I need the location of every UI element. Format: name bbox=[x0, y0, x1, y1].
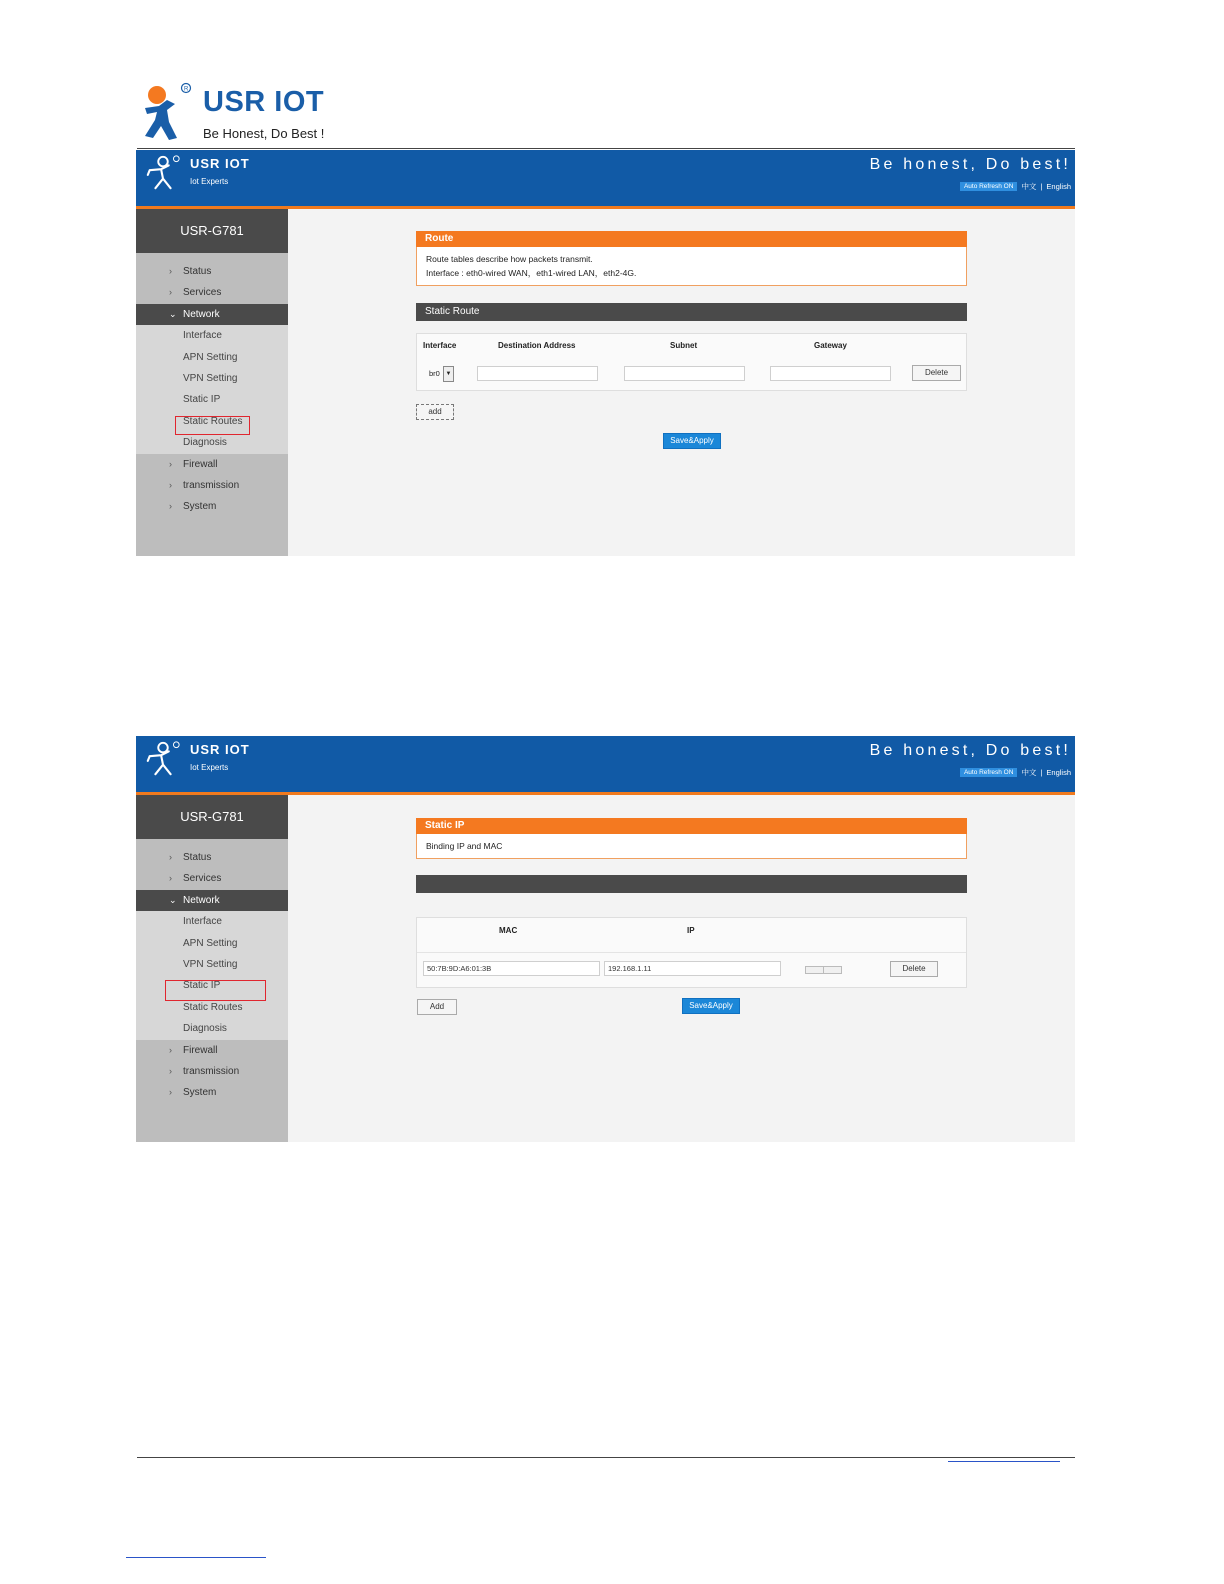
device-title: USR-G781 bbox=[136, 795, 288, 839]
chevron-right-icon: › bbox=[169, 873, 172, 884]
sidebar-item-network[interactable] bbox=[136, 304, 288, 325]
top-header bbox=[136, 736, 1075, 795]
sidebar-item-services[interactable] bbox=[136, 282, 288, 303]
header-brand: USR IOT bbox=[190, 156, 250, 171]
sidebar-item-label: Diagnosis bbox=[183, 1023, 227, 1035]
col-ip: IP bbox=[687, 926, 695, 935]
toggle-divider bbox=[823, 967, 824, 973]
sidebar-item-network[interactable] bbox=[136, 890, 288, 911]
highlight-static-routes bbox=[175, 416, 250, 435]
chevron-down-icon: ⌄ bbox=[169, 308, 177, 319]
chevron-right-icon: › bbox=[169, 266, 172, 276]
chevron-right-icon: › bbox=[169, 1044, 172, 1055]
device-title: USR-G781 bbox=[136, 209, 288, 253]
header-links bbox=[960, 767, 1071, 778]
delete-route-button[interactable]: Delete bbox=[912, 365, 961, 381]
sidebar-item-label: Static Routes bbox=[183, 415, 243, 427]
sidebar-item-label: APN Setting bbox=[183, 351, 238, 363]
auto-refresh-toggle[interactable]: Auto Refresh ON bbox=[960, 182, 1018, 191]
lang-chinese-link[interactable]: 中文 bbox=[1021, 182, 1037, 191]
staticip-table bbox=[416, 917, 967, 988]
chevron-right-icon: › bbox=[169, 458, 172, 469]
sidebar-item-label: Services bbox=[183, 873, 222, 885]
route-screenshot bbox=[136, 150, 1075, 556]
sidebar-item-label: Static IP bbox=[183, 980, 221, 992]
sidebar-item-interface[interactable] bbox=[136, 325, 288, 346]
route-info-panel bbox=[416, 231, 967, 286]
lang-english-link[interactable]: English bbox=[1046, 768, 1071, 777]
sidebar-item-apn-setting[interactable] bbox=[136, 347, 288, 368]
main-content bbox=[288, 209, 1075, 556]
doc-bottom-rule bbox=[137, 1457, 1075, 1458]
staticip-section-bar bbox=[416, 875, 967, 893]
header-slogan: Be honest, Do best! bbox=[869, 156, 1071, 173]
sidebar-item-label: Static Routes bbox=[183, 1001, 243, 1013]
delete-binding-button[interactable]: Delete bbox=[890, 961, 938, 977]
sidebar-item-vpn-setting[interactable] bbox=[136, 954, 288, 975]
highlight-static-ip bbox=[165, 980, 266, 1001]
sidebar-item-label: Status bbox=[183, 852, 212, 863]
table-divider bbox=[417, 952, 966, 953]
sidebar-item-label: Interface bbox=[183, 916, 222, 928]
chevron-right-icon: › bbox=[169, 852, 172, 862]
sidebar-menu bbox=[136, 839, 288, 1104]
col-interface: Interface bbox=[423, 341, 457, 350]
sidebar-item-label: Status bbox=[183, 266, 212, 277]
sidebar-item-transmission[interactable] bbox=[136, 1061, 288, 1082]
col-destination: Destination Address bbox=[498, 341, 576, 350]
sidebar-item-label: System bbox=[183, 501, 217, 513]
footer-link-underline-left[interactable] bbox=[126, 1557, 266, 1558]
sidebar-item-label: VPN Setting bbox=[183, 372, 238, 384]
chevron-right-icon: › bbox=[169, 479, 172, 490]
route-desc-line1: Route tables describe how packets transmit. bbox=[426, 254, 593, 264]
static-route-section-title: Static Route bbox=[416, 303, 967, 321]
sidebar-item-label: Static IP bbox=[183, 394, 221, 406]
sidebar-item-apn-setting[interactable] bbox=[136, 933, 288, 954]
sidebar bbox=[136, 209, 288, 556]
sidebar-menu bbox=[136, 253, 288, 518]
chevron-down-icon: ⌄ bbox=[169, 894, 177, 905]
sidebar-item-status[interactable] bbox=[136, 261, 288, 282]
sidebar-item-status[interactable] bbox=[136, 847, 288, 868]
staticip-desc-line1: Binding IP and MAC bbox=[426, 841, 503, 851]
destination-input[interactable] bbox=[477, 366, 598, 381]
lang-english-link[interactable]: English bbox=[1046, 182, 1071, 191]
sidebar-item-label: System bbox=[183, 1087, 217, 1099]
svg-text:R: R bbox=[184, 86, 189, 93]
interface-select-value: br0 bbox=[429, 369, 440, 378]
sidebar-item-diagnosis[interactable] bbox=[136, 432, 288, 453]
dropdown-arrow-icon: ▼ bbox=[443, 366, 454, 382]
lang-chinese-link[interactable]: 中文 bbox=[1021, 768, 1037, 777]
chevron-right-icon: › bbox=[169, 1065, 172, 1076]
route-panel-body bbox=[416, 247, 967, 286]
main-content bbox=[288, 795, 1075, 1142]
mac-input[interactable]: 50:7B:9D:A6:01:3B bbox=[423, 961, 600, 976]
sidebar-item-static-ip[interactable] bbox=[136, 389, 288, 410]
lang-separator: | bbox=[1040, 182, 1043, 191]
sidebar-item-label: Network bbox=[183, 308, 220, 320]
staticip-screenshot bbox=[136, 736, 1075, 1142]
subnet-input[interactable] bbox=[624, 366, 745, 381]
footer-link-underline[interactable] bbox=[948, 1461, 1060, 1462]
chevron-right-icon: › bbox=[169, 1087, 172, 1098]
usr-iot-logo-icon bbox=[144, 154, 182, 192]
chevron-right-icon: › bbox=[169, 287, 172, 298]
sidebar-item-label: Services bbox=[183, 287, 222, 299]
sidebar-item-label: VPN Setting bbox=[183, 958, 238, 970]
sidebar-item-label: Firewall bbox=[183, 1044, 218, 1056]
route-panel-title: Route bbox=[416, 231, 967, 247]
sidebar-item-vpn-setting[interactable] bbox=[136, 368, 288, 389]
usr-iot-doc-logo-icon bbox=[137, 82, 201, 146]
staticip-panel-title: Static IP bbox=[416, 818, 967, 834]
sidebar-item-label: Interface bbox=[183, 330, 222, 342]
header-brand-sub: Iot Experts bbox=[190, 763, 229, 772]
header-links bbox=[960, 181, 1071, 192]
col-mac: MAC bbox=[499, 926, 518, 935]
doc-top-rule bbox=[137, 148, 1075, 149]
doc-logo-name: USR IOT bbox=[203, 86, 325, 118]
sidebar-item-label: APN Setting bbox=[183, 937, 238, 949]
sidebar-item-label: Diagnosis bbox=[183, 437, 227, 449]
lang-separator: | bbox=[1040, 768, 1043, 777]
chevron-right-icon: › bbox=[169, 501, 172, 512]
sidebar-item-diagnosis[interactable] bbox=[136, 1018, 288, 1039]
sidebar-item-system[interactable] bbox=[136, 496, 288, 517]
auto-refresh-toggle[interactable]: Auto Refresh ON bbox=[960, 768, 1018, 777]
col-subnet: Subnet bbox=[670, 341, 698, 350]
staticip-info-panel bbox=[416, 818, 967, 859]
header-slogan: Be honest, Do best! bbox=[869, 742, 1071, 759]
add-binding-button[interactable]: Add bbox=[417, 999, 457, 1015]
save-apply-button[interactable]: Save&Apply bbox=[682, 998, 740, 1014]
staticip-panel-body bbox=[416, 834, 967, 859]
top-header bbox=[136, 150, 1075, 209]
save-apply-button[interactable]: Save&Apply bbox=[663, 433, 721, 449]
gateway-input[interactable] bbox=[770, 366, 891, 381]
usr-iot-logo-icon bbox=[144, 740, 182, 778]
sidebar-item-firewall[interactable] bbox=[136, 1040, 288, 1061]
sidebar-item-services[interactable] bbox=[136, 868, 288, 889]
row-toggle[interactable] bbox=[805, 966, 842, 974]
sidebar-item-label: Firewall bbox=[183, 458, 218, 470]
ip-input[interactable]: 192.168.1.11 bbox=[604, 961, 781, 976]
sidebar-item-label: transmission bbox=[183, 479, 240, 491]
header-brand: USR IOT bbox=[190, 742, 250, 757]
sidebar-item-system[interactable] bbox=[136, 1082, 288, 1103]
route-desc-line2: Interface : eth0-wired WAN，eth1-wired LAN，eth2-4G. bbox=[426, 268, 637, 278]
interface-select[interactable] bbox=[427, 366, 453, 381]
sidebar-item-transmission[interactable] bbox=[136, 475, 288, 496]
col-gateway: Gateway bbox=[814, 341, 847, 350]
sidebar bbox=[136, 795, 288, 1142]
header-brand-sub: Iot Experts bbox=[190, 177, 229, 186]
doc-logo-tagline: Be Honest, Do Best ! bbox=[203, 126, 325, 141]
sidebar-item-label: Network bbox=[183, 894, 220, 906]
sidebar-item-interface[interactable] bbox=[136, 911, 288, 932]
add-route-button[interactable]: add bbox=[416, 404, 454, 420]
static-route-table bbox=[416, 333, 967, 391]
sidebar-item-label: transmission bbox=[183, 1065, 240, 1077]
sidebar-item-firewall[interactable] bbox=[136, 454, 288, 475]
